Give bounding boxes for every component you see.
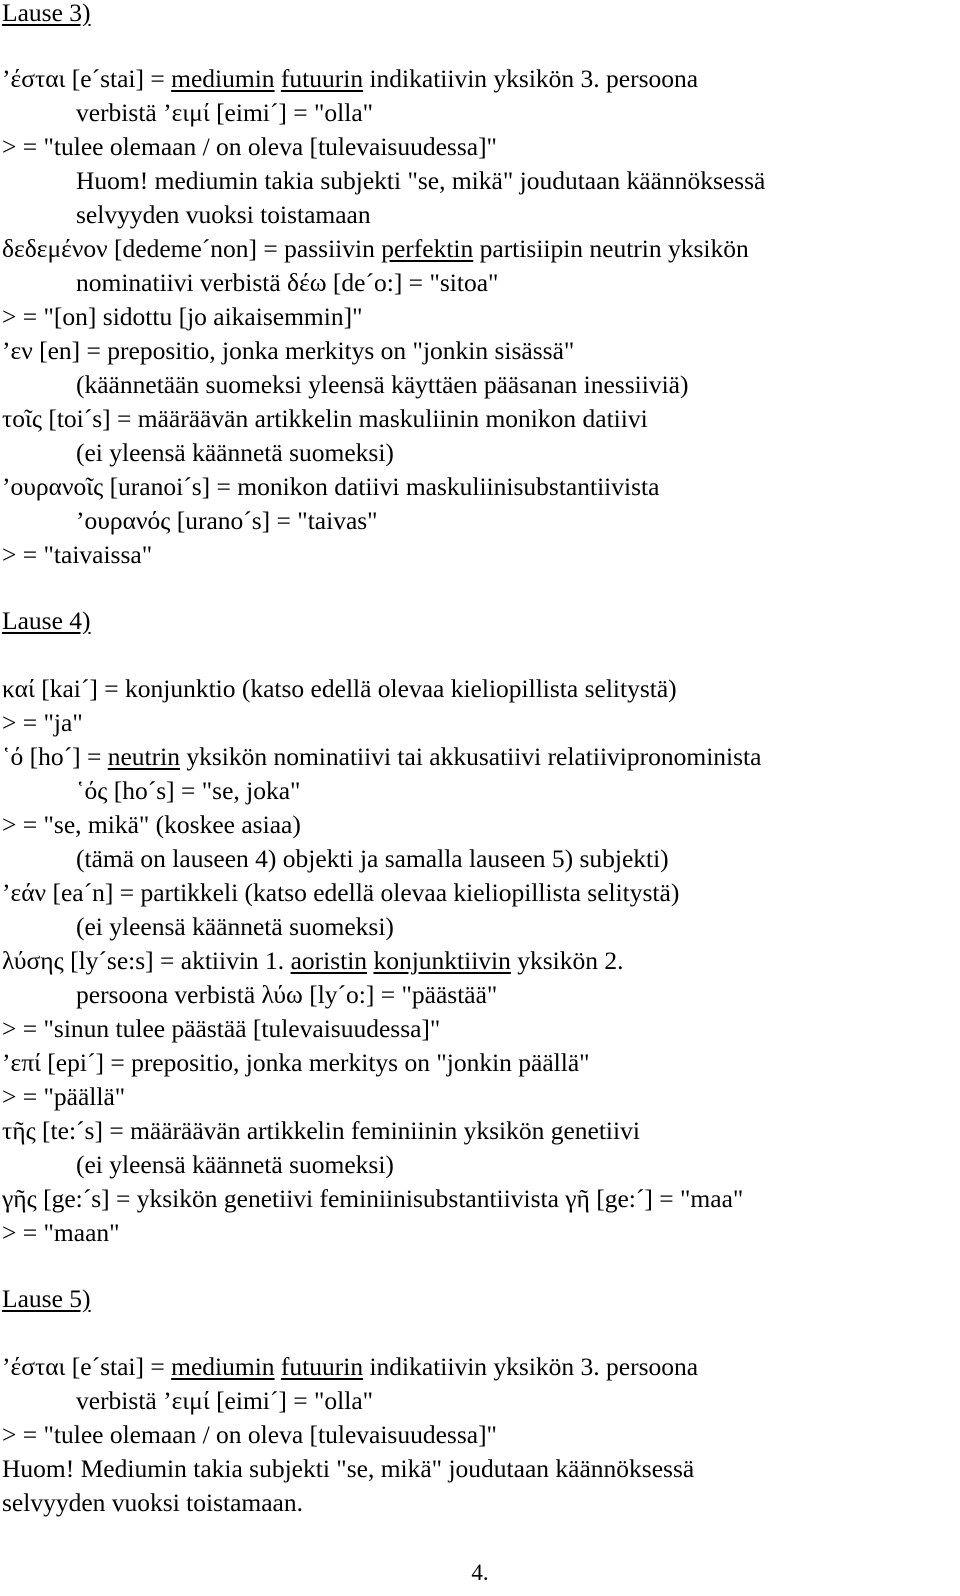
entry-en: ’εν [en] = prepositio, jonka merkitys on "jonkin sisässä" xyxy=(2,336,575,365)
entry-line: ’ουρανός [urano´s] = "taivas" xyxy=(76,506,378,535)
translation-line: > = "päällä" xyxy=(2,1082,126,1111)
entry-estai: ’έσται [e´stai] = mediumin futuurin indikatiivin yksikön 3. persoona xyxy=(2,64,699,93)
translation-line: > = "tulee olemaan / on oleva [tulevaisuudessa]" xyxy=(2,132,497,161)
note-line: (käännetään suomeksi yleensä käyttäen pääsanan inessiiviä) xyxy=(76,370,689,399)
translation-line: > = "tulee olemaan / on oleva [tulevaisuudessa]" xyxy=(2,1420,497,1449)
entry-tois: τοῖς [toi´s] = määräävän artikkelin maskuliinin monikon datiivi xyxy=(2,404,648,433)
entry-estai: ’έσται [e´stai] = mediumin futuurin indikatiivin yksikön 3. persoona xyxy=(2,1352,699,1381)
page-number: 4. xyxy=(471,1560,489,1585)
entry-lyses: λύσης [ly´se:s] = aktiivin 1. aoristin konjunktiivin yksikön 2. xyxy=(2,946,624,975)
entry-line: persoona verbistä λύω [ly´o:] = "päästää" xyxy=(76,980,498,1009)
entry-uranois: ’ουρανοῖς [uranoi´s] = monikon datiivi maskuliinisubstantiivista xyxy=(2,472,660,501)
note-line: selvyyden vuoksi toistamaan xyxy=(76,200,371,229)
section-heading-lause-4: Lause 4) xyxy=(2,606,91,635)
note-line: selvyyden vuoksi toistamaan. xyxy=(2,1488,303,1517)
entry-ean: ’εάν [ea´n] = partikkeli (katso edellä olevaa kieliopillista selitystä) xyxy=(2,878,680,907)
entry-line: nominatiivi verbistä δέω [de´o:] = "sitoa" xyxy=(76,268,499,297)
section-heading-lause-3: Lause 3) xyxy=(2,0,91,27)
note-line: Huom! Mediumin takia subjekti "se, mikä" joudutaan käännöksessä xyxy=(2,1454,695,1483)
translation-line: > = "[on] sidottu [jo aikaisemmin]" xyxy=(2,302,363,331)
note-line: (tämä on lauseen 4) objekti ja samalla lauseen 5) subjekti) xyxy=(76,844,669,873)
translation-line: > = "sinun tulee päästää [tulevaisuudessa]" xyxy=(2,1014,441,1043)
entry-tes: τῆς [te:´s] = määräävän artikkelin feminiinin yksikön genetiivi xyxy=(2,1116,640,1145)
translation-line: > = "ja" xyxy=(2,708,83,737)
entry-line: verbistä ’ειμί [eimi´] = "olla" xyxy=(76,1386,374,1415)
entry-dedemenon: δεδεμένον [dedeme´non] = passiivin perfektin partisiipin neutrin yksikön xyxy=(2,234,749,263)
note-line: Huom! mediumin takia subjekti "se, mikä" joudutaan käännöksessä xyxy=(76,166,766,195)
entry-line: ῾ός [ho´s] = "se, joka" xyxy=(76,776,301,805)
entry-line: verbistä ’ειμί [eimi´] = "olla" xyxy=(76,98,374,127)
translation-line: > = "taivaissa" xyxy=(2,540,153,569)
translation-line: > = "maan" xyxy=(2,1218,120,1247)
note-line: (ei yleensä käännetä suomeksi) xyxy=(76,438,394,467)
translation-line: > = "se, mikä" (koskee asiaa) xyxy=(2,810,301,839)
note-line: (ei yleensä käännetä suomeksi) xyxy=(76,912,394,941)
entry-kai: καί [kai´] = konjunktio (katso edellä olevaa kieliopillista selitystä) xyxy=(2,674,677,703)
section-heading-lause-5: Lause 5) xyxy=(2,1284,91,1313)
note-line: (ei yleensä käännetä suomeksi) xyxy=(76,1150,394,1179)
entry-ges: γῆς [ge:´s] = yksikön genetiivi feminiinisubstantiivista γῆ [ge:´] = "maa" xyxy=(2,1184,744,1213)
entry-epi: ’επί [epi´] = prepositio, jonka merkitys on "jonkin päällä" xyxy=(2,1048,590,1077)
entry-ho: ῾ό [ho´] = neutrin yksikön nominatiivi tai akkusatiivi relatiivipronominista xyxy=(2,742,762,771)
